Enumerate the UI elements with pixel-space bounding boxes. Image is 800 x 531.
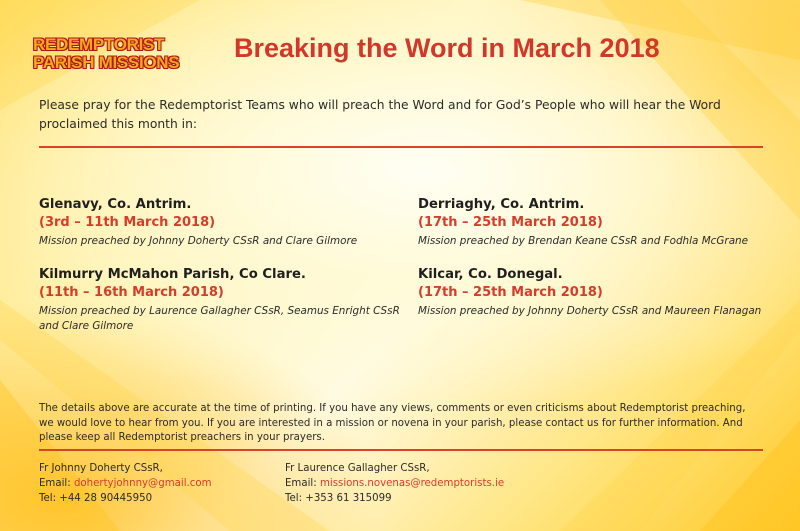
mission-dates: (17th – 25th March 2018) <box>418 285 603 300</box>
mission-place: Kilmurry McMahon Parish, Co Clare. <box>39 267 306 282</box>
mission-dates: (17th – 25th March 2018) <box>418 215 603 230</box>
bottom-divider <box>39 449 763 451</box>
mission-place: Derriaghy, Co. Antrim. <box>418 197 585 212</box>
disclaimer-text: The details above are accurate at the time of printing. If you have any views, comments or even criticisms about Redemptorist preaching, we would love to hear from you. If you are interested in a mission or novena in your parish, please contact us for further information. And please keep all Redemptorist preachers in your prayers. <box>39 403 746 443</box>
mission-kilmurry <box>39 266 409 334</box>
mission-place: Kilcar, Co. Donegal. <box>418 267 563 282</box>
tel-label: Tel: <box>39 493 57 504</box>
contact-gallagher <box>285 461 504 506</box>
email-link[interactable]: missions.novenas@redemptorists.ie <box>319 478 505 489</box>
tel-number[interactable]: +44 28 90445950 <box>59 493 153 504</box>
email-label: Email: <box>39 478 71 489</box>
page-title: Breaking the Word in March 2018 <box>234 33 660 63</box>
tel-label: Tel: <box>285 493 303 504</box>
email-link[interactable]: dohertyjohnny@gmail.com <box>73 478 212 489</box>
mission-dates: (3rd – 11th March 2018) <box>39 215 216 230</box>
mission-glenavy <box>39 196 409 249</box>
contact-email-line <box>285 476 504 491</box>
contact-tel-line <box>285 491 504 506</box>
logo <box>33 36 193 72</box>
contact-doherty <box>39 461 212 506</box>
mission-preachers: Mission preached by Brendan Keane CSsR and Fodhla McGrane <box>418 235 749 247</box>
logo-line-1: REDEMPTORIST <box>33 35 165 54</box>
mission-derriaghy <box>418 196 788 249</box>
intro-text: Please pray for the Redemptorist Teams who will preach the Word and for God’s People who will hear the Word proclaimed this month in: <box>39 98 721 131</box>
contact-email-line <box>39 476 212 491</box>
contact-tel-line <box>39 491 212 506</box>
email-label: Email: <box>285 478 317 489</box>
mission-preachers: Mission preached by Johnny Doherty CSsR and Maureen Flanagan <box>418 305 762 317</box>
mission-dates: (11th – 16th March 2018) <box>39 285 224 300</box>
mission-place: Glenavy, Co. Antrim. <box>39 197 192 212</box>
mission-preachers: Mission preached by Johnny Doherty CSsR and Clare Gilmore <box>39 235 358 247</box>
contact-name: Fr Johnny Doherty CSsR, <box>39 463 163 474</box>
logo-line-2: PARISH MISSIONS <box>33 53 180 72</box>
top-divider <box>39 146 763 148</box>
mission-kilcar <box>418 266 788 319</box>
contact-name: Fr Laurence Gallagher CSsR, <box>285 463 430 474</box>
tel-number[interactable]: +353 61 315099 <box>305 493 392 504</box>
mission-preachers: Mission preached by Laurence Gallagher CSsR, Seamus Enright CSsR and Clare Gilmore <box>39 305 400 332</box>
